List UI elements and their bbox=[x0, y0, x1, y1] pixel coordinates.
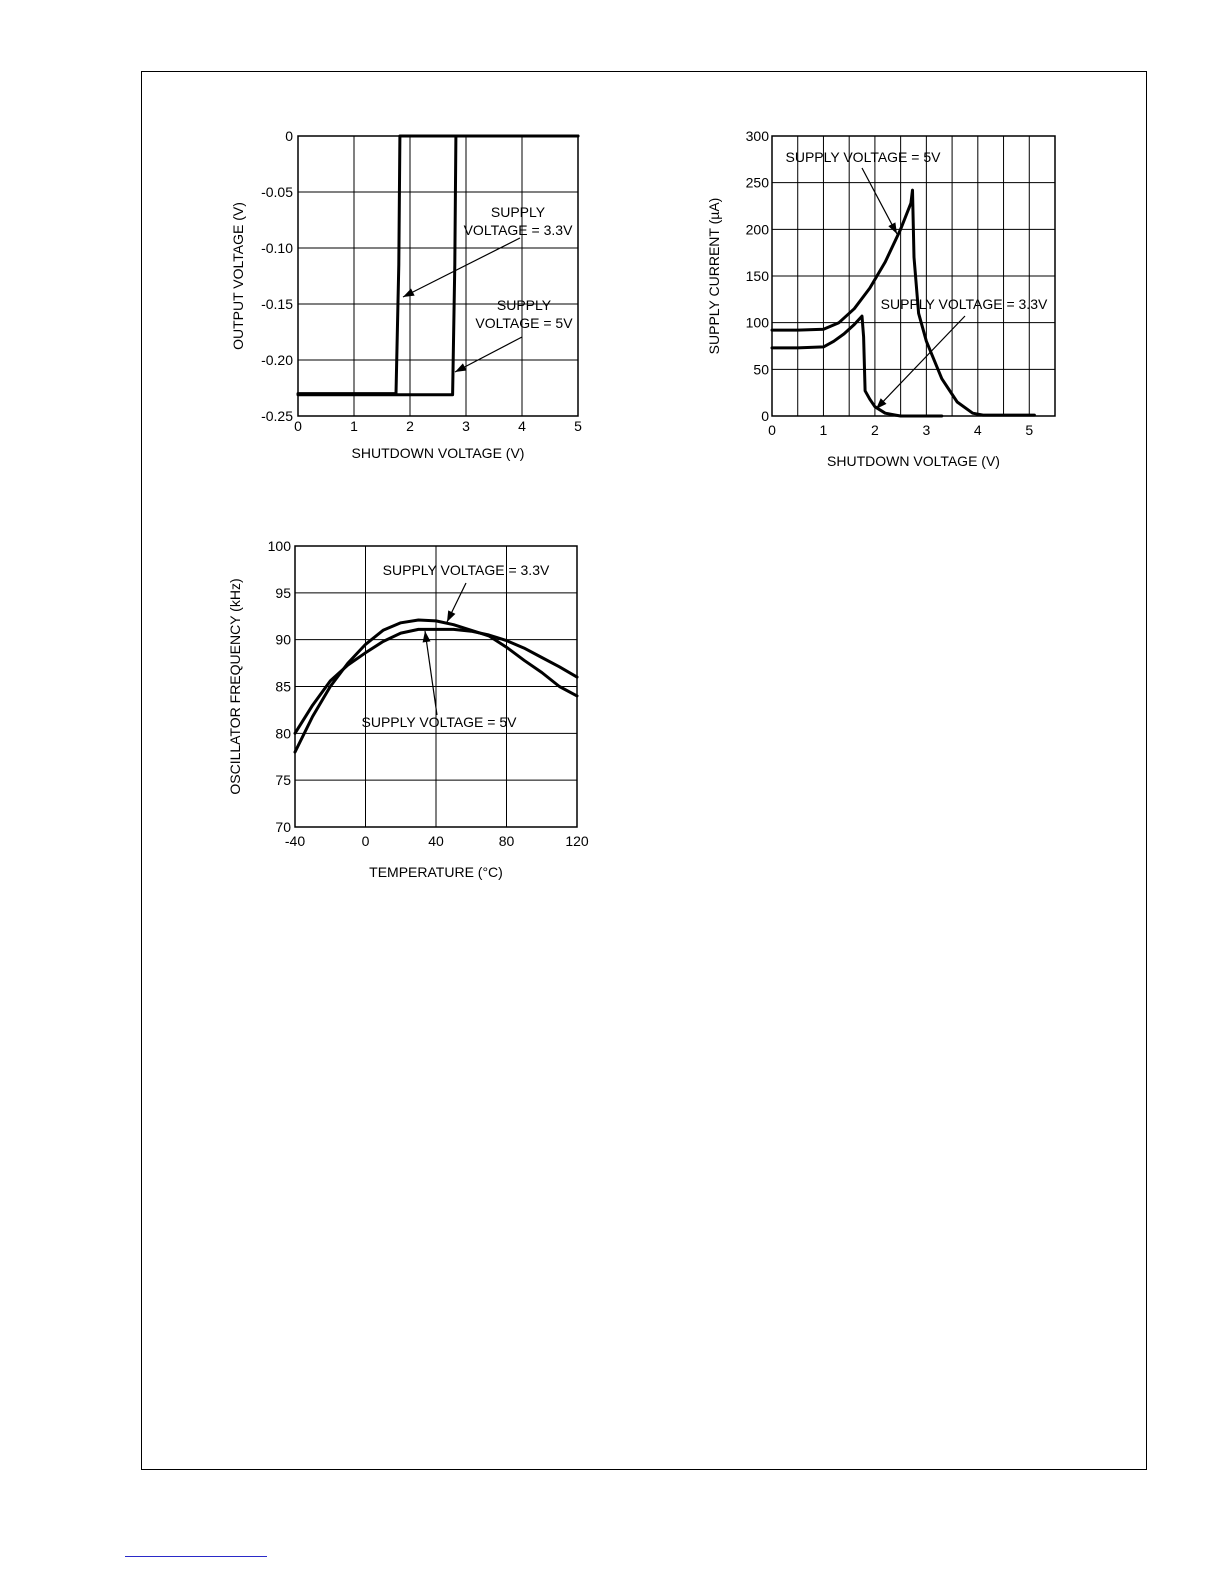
x-tick-label: 80 bbox=[498, 833, 515, 849]
x-tick-label: 5 bbox=[1025, 422, 1034, 438]
chart-1 bbox=[230, 128, 582, 461]
annotation-arrow bbox=[455, 337, 522, 372]
x-tick-label: 3 bbox=[462, 418, 470, 434]
x-tick-label: 4 bbox=[518, 418, 526, 434]
annotation-arrow bbox=[403, 238, 520, 297]
x-tick-label: 4 bbox=[973, 422, 982, 438]
x-tick-label: 0 bbox=[768, 422, 776, 438]
annotation-arrowhead bbox=[403, 288, 415, 297]
y-tick-label: 100 bbox=[745, 314, 769, 331]
chart-2 bbox=[706, 128, 1055, 469]
annotation-label: SUPPLY VOLTAGE = 3.3V bbox=[880, 296, 1048, 312]
x-tick-label: 0 bbox=[361, 833, 370, 849]
y-tick-label: 85 bbox=[275, 678, 291, 695]
y-tick-label: 95 bbox=[275, 584, 291, 601]
y-tick-label: -0.25 bbox=[261, 408, 293, 424]
annotation-arrowhead bbox=[888, 222, 897, 234]
y-tick-label: 200 bbox=[745, 221, 769, 238]
y-tick-label: 90 bbox=[275, 631, 291, 648]
annotation-arrowhead bbox=[455, 363, 467, 372]
y-tick-label: -0.15 bbox=[261, 296, 293, 312]
annotation-label: SUPPLY VOLTAGE = 3.3V bbox=[382, 562, 550, 578]
y-tick-label: 0 bbox=[285, 128, 293, 144]
y-tick-label: 75 bbox=[275, 772, 291, 789]
y-tick-label: 80 bbox=[275, 725, 291, 742]
annotation-label: VOLTAGE = 5V bbox=[475, 315, 573, 331]
annotation-label: SUPPLY VOLTAGE = 5V bbox=[361, 714, 517, 730]
plot-frame bbox=[298, 136, 578, 416]
x-tick-label: 1 bbox=[819, 422, 828, 438]
x-tick-label: 120 bbox=[565, 833, 589, 849]
annotation-arrowhead bbox=[447, 610, 455, 622]
x-axis-label: TEMPERATURE (°C) bbox=[369, 864, 503, 880]
series-line-1 bbox=[298, 136, 578, 394]
x-tick-label: -40 bbox=[284, 833, 306, 849]
annotation-arrow bbox=[862, 168, 897, 234]
chart-3 bbox=[227, 538, 589, 880]
y-tick-label: 50 bbox=[753, 361, 769, 378]
y-tick-label: 0 bbox=[761, 408, 769, 424]
y-tick-label: 150 bbox=[745, 268, 769, 284]
annotation-arrow bbox=[425, 631, 437, 715]
x-tick-label: 1 bbox=[350, 418, 358, 434]
y-tick-label: 100 bbox=[267, 538, 291, 554]
annotation-label: SUPPLY bbox=[496, 297, 552, 313]
x-tick-label: 2 bbox=[406, 418, 414, 434]
y-axis-label: SUPPLY CURRENT (µA) bbox=[706, 197, 722, 355]
annotation-arrowhead bbox=[423, 631, 431, 642]
annotation-label: VOLTAGE = 3.3V bbox=[463, 222, 573, 238]
y-tick-label: -0.20 bbox=[261, 352, 293, 368]
y-tick-label: 250 bbox=[745, 174, 769, 191]
y-tick-label: -0.10 bbox=[261, 240, 293, 256]
x-tick-label: 5 bbox=[574, 418, 582, 434]
y-axis-label: OUTPUT VOLTAGE (V) bbox=[230, 202, 246, 350]
x-tick-label: 0 bbox=[294, 418, 302, 434]
x-tick-label: 2 bbox=[871, 422, 879, 438]
x-tick-label: 40 bbox=[428, 833, 444, 849]
series-line-2 bbox=[298, 136, 578, 395]
x-axis-label: SHUTDOWN VOLTAGE (V) bbox=[827, 453, 1000, 469]
x-axis-label: SHUTDOWN VOLTAGE (V) bbox=[351, 445, 525, 461]
y-axis-label: OSCILLATOR FREQUENCY (kHz) bbox=[227, 578, 243, 795]
y-tick-label: 300 bbox=[745, 128, 769, 144]
annotation-label: SUPPLY VOLTAGE = 5V bbox=[785, 149, 941, 165]
y-tick-label: 70 bbox=[275, 819, 291, 835]
x-tick-label: 3 bbox=[922, 422, 931, 438]
y-tick-label: -0.05 bbox=[261, 184, 293, 200]
annotation-label: SUPPLY bbox=[490, 204, 546, 220]
